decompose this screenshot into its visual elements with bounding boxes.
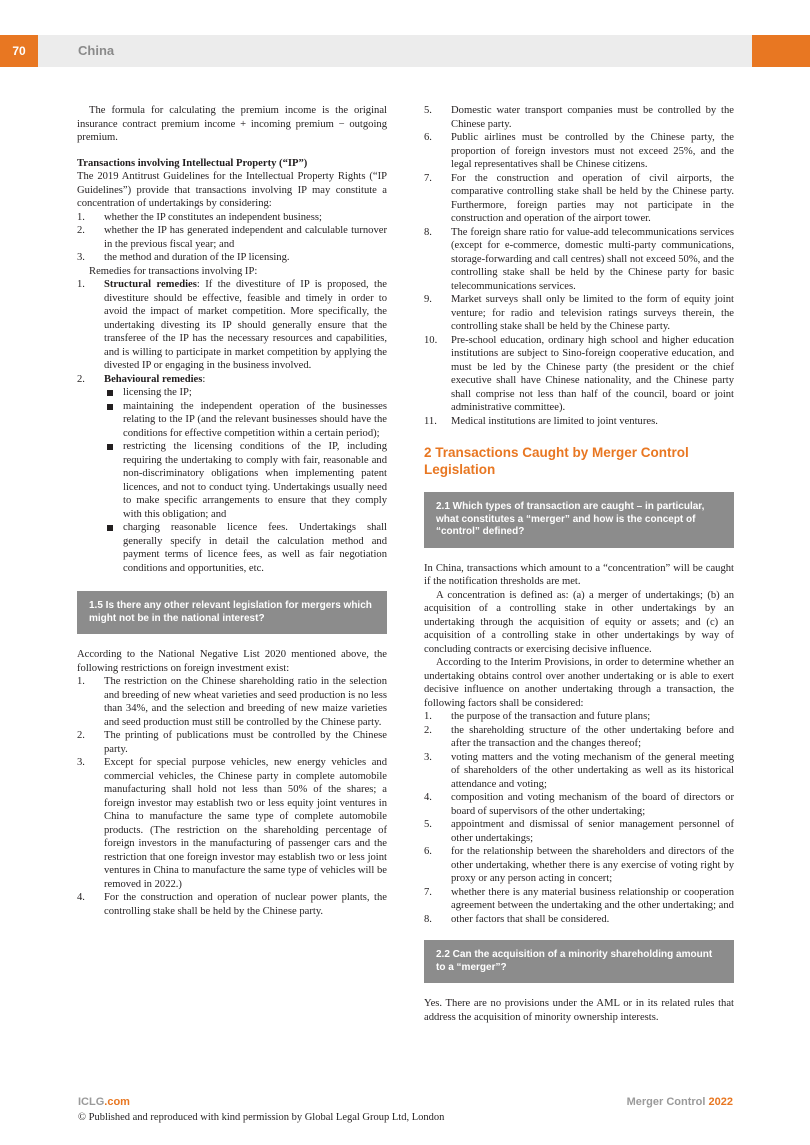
left-column: [77, 104, 387, 918]
list-item-text: other factors that shall be considered.: [451, 913, 610, 925]
list-number: 4.: [77, 892, 85, 903]
list-item-text: for the relationship between the shareholders and directors of the other undertaking, whether there is any exercise of voting right by proxy or any person acting in concert;: [451, 846, 734, 884]
list-number: 2.: [77, 225, 85, 236]
ip-intro: The 2019 Antitrust Guidelines for the Intellectual Property Rights (“IP Guidelines”) provide that transactions involving IP may constitute a concentration of undertakings by considering:: [77, 171, 387, 209]
list-item-text: the shareholding structure of the other undertaking before and after the transaction and the changes thereof;: [451, 724, 734, 749]
bullet-text: licensing the IP;: [123, 387, 192, 398]
remedies-list: [77, 278, 387, 575]
list-item: [424, 172, 734, 226]
square-bullet-icon: [107, 404, 113, 410]
bullet-text: maintaining the independent operation of the businesses relating to the IP (and the relevant businesses should have the conditions for effective competition within a certain period);: [123, 400, 387, 439]
list-number: 3.: [424, 751, 432, 763]
list-number: 8.: [424, 226, 432, 238]
list-item: [424, 415, 734, 429]
behavioural-remedies-colon: :: [202, 373, 206, 385]
ip-factor-list: [77, 211, 387, 265]
question-2-2-box: 2.2 Can the acquisition of a minority shareholding amount to a “merger”?: [424, 940, 734, 983]
list-item-text: Public airlines must be controlled by the Chinese party, the proportion of foreign investors must not exceed 25%, and the legal representatives shall be Chinese citizens.: [451, 132, 734, 170]
list-item-text: Market surveys shall only be limited to the form of equity joint venture; for radio and television ratings surveys therein, the controlling stake shall be held by the Chinese party.: [451, 294, 734, 332]
list-item: [77, 373, 387, 576]
list-number: 7.: [424, 172, 432, 184]
list-item-text: Except for special purpose vehicles, new energy vehicles and commercial vehicles, the Chinese party in complete automobile manufacturing shall hold not less than 50% of the shares; a foreign investor may establish two or less equity joint ventures in China to manufacture the same type of complete automobile products. (The restriction on the shareholding percentage of foreign investors in the manufacturing of passenger cars and the restriction that one foreign investor may establish two or less joint ventures in China to manufacture the same type of vehicles will be removed in 2022.): [104, 757, 387, 890]
list-item-text: whether the IP has generated independent and calculable turnover in the previous fiscal year; and: [104, 225, 387, 250]
footer-publication-name: Merger Control: [626, 1096, 709, 1108]
bullet-item: [104, 521, 387, 575]
list-number: 1.: [77, 211, 85, 223]
footer-publication: [627, 1096, 733, 1108]
list-item-text: the method and duration of the IP licensing.: [104, 252, 290, 263]
list-item-text: composition and voting mechanism of the board of directors or board of supervisors of the other undertaking;: [451, 792, 734, 817]
copyright-notice: © Published and reproduced with kind permission by Global Legal Group Ltd, London: [78, 1112, 445, 1123]
ip-heading: Transactions involving Intellectual Property (“IP”): [77, 157, 308, 169]
list-item: [424, 710, 734, 724]
list-item-text: whether the IP constitutes an independent business;: [104, 211, 322, 223]
bullet-item: [104, 386, 387, 400]
list-item-text: For the construction and operation of nuclear power plants, the controlling stake shall be held by the Chinese party.: [104, 892, 387, 917]
structural-remedies-title: Structural remedies: [104, 279, 197, 290]
footer-brand-com: .com: [104, 1096, 130, 1108]
list-item: [77, 675, 387, 729]
answer-2-1-paragraph-1: In China, transactions which amount to a “concentration” will be caught if the notification thresholds are met.: [424, 562, 734, 587]
nnl-intro: According to the National Negative List 2020 mentioned above, the following restrictions on foreign investment exist:: [77, 649, 387, 674]
control-factors-list: [424, 710, 734, 926]
list-item: [424, 818, 734, 845]
list-number: 3.: [77, 757, 85, 768]
square-bullet-icon: [107, 390, 113, 396]
list-number: 10.: [424, 334, 438, 346]
list-number: 2.: [77, 730, 85, 741]
header-country: China: [78, 43, 115, 58]
list-item: [424, 104, 734, 131]
section-2-heading: 2 Transactions Caught by Merger Control Legislation: [424, 445, 689, 477]
behavioural-remedies-bullets: [104, 386, 387, 575]
list-item: [77, 251, 387, 265]
list-item: [77, 891, 387, 918]
list-item: [77, 756, 387, 891]
list-item: [77, 278, 387, 373]
list-item-text: whether there is any material business relationship or cooperation agreement between the undertaking and the other undertaking; and: [451, 886, 734, 911]
list-item-text: voting matters and the voting mechanism of the general meeting of shareholders of the other undertaking as well as its historical attendance and voting;: [451, 751, 734, 790]
list-number: 1.: [424, 711, 432, 722]
list-item: [424, 334, 734, 415]
square-bullet-icon: [107, 525, 113, 531]
list-number: 2.: [424, 724, 432, 736]
list-number: 6.: [424, 846, 432, 857]
answer-2-1-paragraph-2: A concentration is defined as: (a) a merger of undertakings; (b) an acquisition of a controlling stake in other undertakings by an undertaking through the acquisition of equity or assets; and (c) an acquisition of a controlling stake in other undertakings by way of concluding contracts or exercising decisive influence.: [424, 589, 734, 655]
list-item: [424, 913, 734, 927]
list-item: [77, 224, 387, 251]
list-item-text: the purpose of the transaction and future plans;: [451, 711, 651, 722]
header-bar: [0, 35, 810, 67]
list-item: [77, 729, 387, 756]
list-item: [77, 211, 387, 225]
list-number: 5.: [424, 819, 432, 830]
structural-remedies-text: : If the divestiture of IP is proposed, the divestiture should be effective, feasible and timely in order to avoid the impact of market competition. More specifically, the undertaking divesting its IP should generally ensure that the transferee of the IP has the necessary resources and capabilities, and is willing to participate in market competition by applying the divested IP or engaging in the business involved.: [104, 279, 387, 371]
list-number: 1.: [77, 676, 85, 687]
negative-list-restrictions-continued: [424, 104, 734, 428]
list-number: 9.: [424, 294, 432, 305]
list-number: 8.: [424, 913, 432, 925]
list-item: [424, 791, 734, 818]
list-number: 6.: [424, 132, 432, 143]
bullet-text: charging reasonable licence fees. Undertakings shall generally specify in detail the calculation method and payment terms of licence fees, as well as fair negotiation conditions and opportunities, etc.: [123, 522, 387, 574]
list-number: 11.: [424, 415, 437, 427]
question-1-5-box: 1.5 Is there any other relevant legislation for mergers which might not be in the national interest?: [77, 591, 387, 634]
list-item: [424, 724, 734, 751]
header-accent-block: [752, 35, 810, 67]
bullet-item: [104, 400, 387, 441]
list-item: [424, 226, 734, 294]
list-number: 1.: [77, 279, 85, 290]
right-column: [424, 104, 734, 1024]
square-bullet-icon: [107, 444, 113, 450]
remedies-intro: Remedies for transactions involving IP:: [89, 265, 258, 277]
footer-year: 2022: [708, 1096, 733, 1108]
bullet-text: restricting the licensing conditions of the IP, including requiring the undertaking to comply with fair, reasonable and non-discriminatory obligations when implementing patent licences, and not to conduct tying. Undertakings usually need to make specific arrangements to ensure that they comply with this obligation; and: [123, 441, 387, 520]
list-item: [424, 845, 734, 886]
premium-formula-paragraph: The formula for calculating the premium income is the original insurance contract premium income + incoming premium − outgoing premium.: [77, 105, 387, 143]
list-item: [424, 886, 734, 913]
answer-2-1-paragraph-3: According to the Interim Provisions, in order to determine whether an undertaking obtains control over another undertaking or is able to exert decisive influence on another undertaking through a transaction, the following factors shall be considered:: [424, 657, 734, 709]
negative-list-restrictions: [77, 675, 387, 918]
list-number: 4.: [424, 792, 432, 803]
list-item-text: For the construction and operation of civil airports, the comparative controlling stake shall be held by the Chinese party. Furthermore, foreign parties may not participate in the construction and operation of the airport tower.: [451, 172, 734, 224]
answer-2-2: Yes. There are no provisions under the AML or in its related rules that address the acquisition of minority ownership interests.: [424, 998, 734, 1023]
list-item: [424, 131, 734, 172]
page-number: 70: [0, 35, 38, 67]
list-item-text: The restriction on the Chinese shareholding ratio in the selection and breeding of new wheat varieties and seed production is no less than 34%, and the selection and breeding of new maize varieties and seed production must still be controlled by the Chinese party.: [104, 676, 387, 728]
list-item-text: appointment and dismissal of senior management personnel of other undertakings;: [451, 819, 734, 844]
list-number: 5.: [424, 105, 432, 116]
list-number: 3.: [77, 252, 85, 263]
list-number: 7.: [424, 886, 432, 898]
bullet-item: [104, 440, 387, 521]
list-number: 2.: [77, 373, 85, 385]
behavioural-remedies-title: Behavioural remedies: [104, 373, 203, 385]
footer-brand-main: ICLG: [78, 1096, 105, 1108]
list-item: [424, 751, 734, 792]
list-item: [424, 293, 734, 334]
list-item-text: The printing of publications must be controlled by the Chinese party.: [104, 730, 387, 755]
list-item-text: The foreign share ratio for value-add telecommunications services (except for e-commerce, domestic multi-party communications, storage-forwarding and call centres) shall not exceed 50%, and the controlling stake shall be held by the Chinese party for basic telecommunications services.: [451, 226, 734, 292]
footer-brand: [78, 1096, 130, 1108]
question-2-1-box: 2.1 Which types of transaction are caught – in particular, what constitutes a “merger” and how is the concept of “control” defined?: [424, 492, 734, 548]
list-item-text: Medical institutions are limited to joint ventures.: [451, 415, 658, 427]
list-item-text: Pre-school education, ordinary high school and higher education institutions are subject to Sino-foreign cooperative education, and must be led by the Chinese party (the president or the chief executive shall have Chinese nationality, and the Chinese party shall comprise not less than half of the council, board or joint administrative committee).: [451, 334, 734, 413]
list-item-text: Domestic water transport companies must be controlled by the Chinese party.: [451, 105, 734, 130]
